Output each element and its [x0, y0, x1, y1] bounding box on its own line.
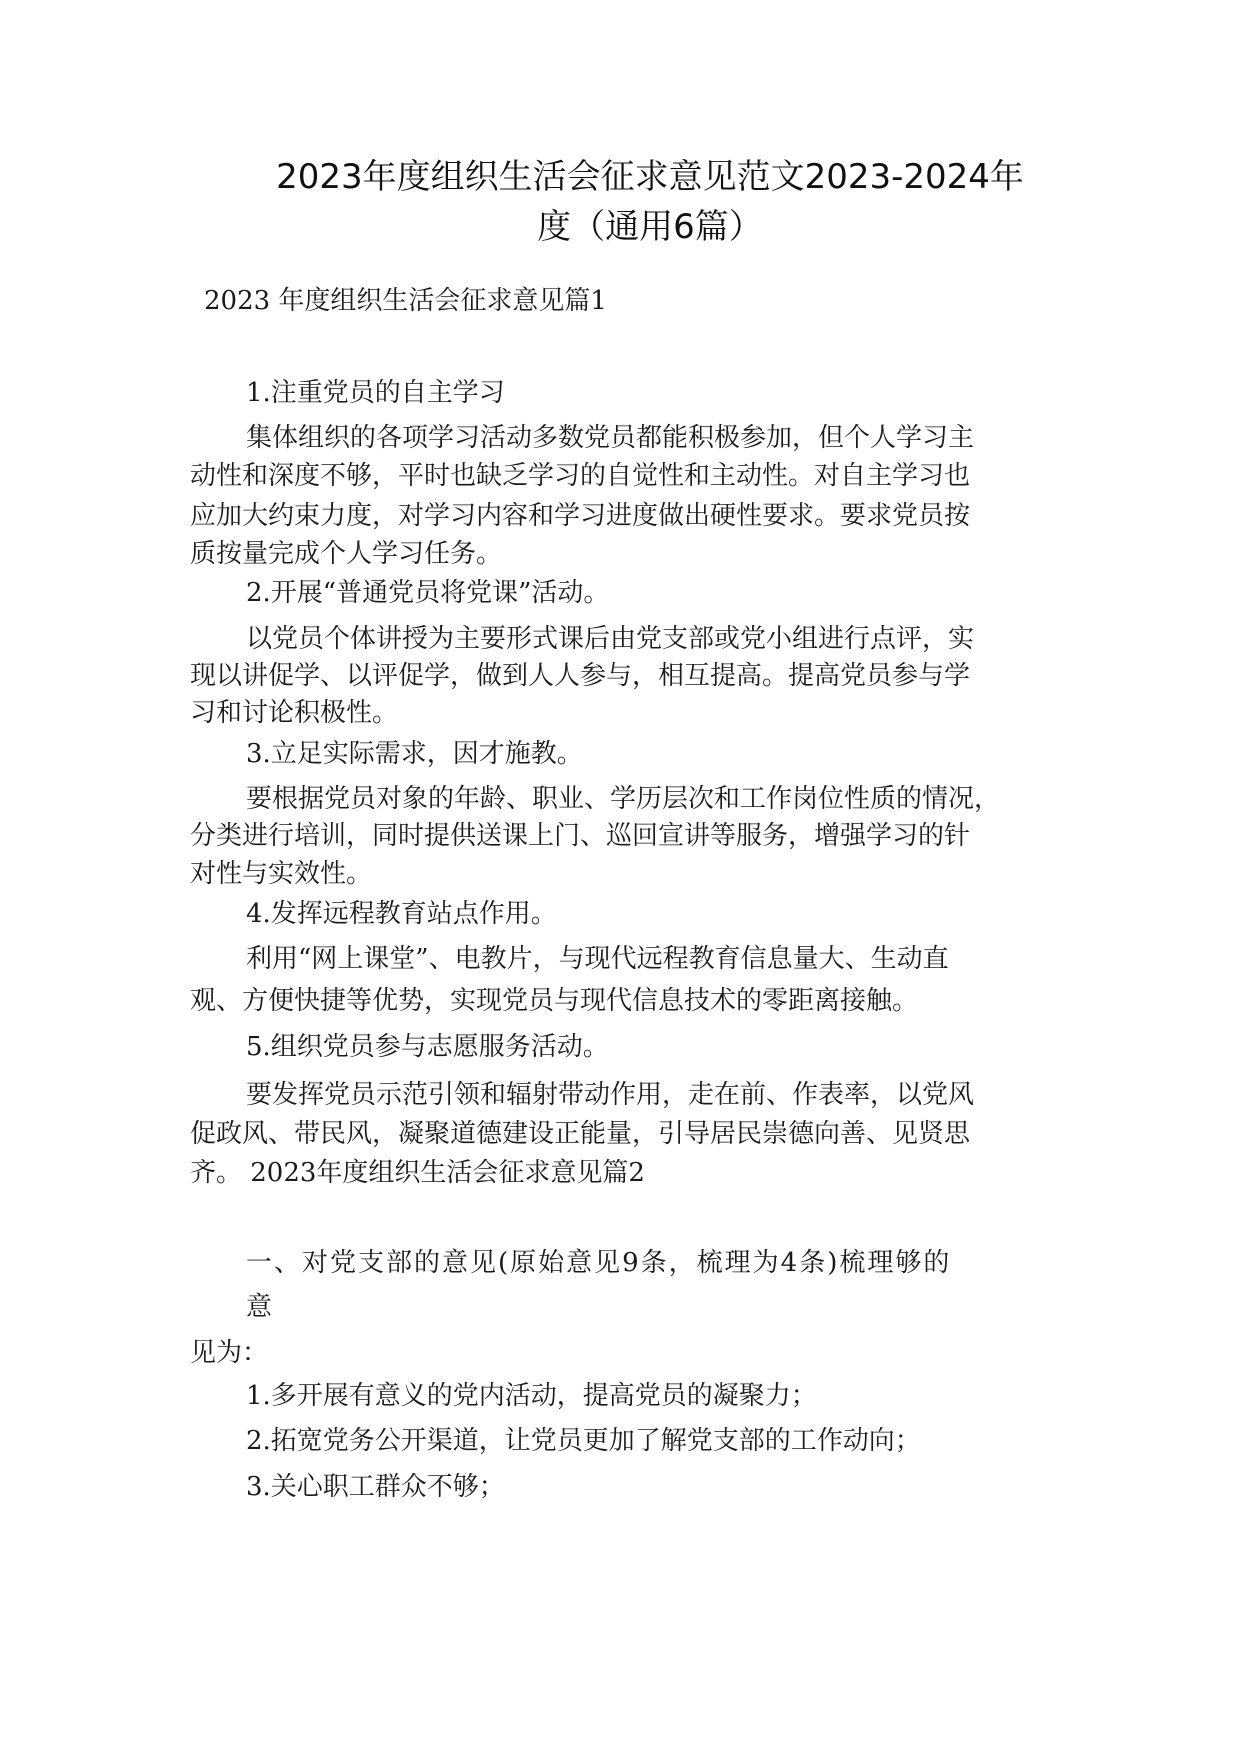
paragraph-line: 动性和深度不够，平时也缺乏学习的自觉性和主动性。对自主学习也	[190, 461, 971, 491]
paragraph-line: 利用“网上课堂”、电教片，与现代远程教育信息量大、生动直	[246, 944, 949, 974]
paragraph-line: 集体组织的各项学习活动多数党员都能积极参加，但个人学习主	[246, 423, 975, 453]
title-line-1: 2023年度组织生活会征求意见范文2023-2024年	[276, 157, 1024, 197]
paragraph-line: 以党员个体讲授为主要形式课后由党支部或党小组进行点评，实	[246, 624, 975, 654]
paragraph-line: 分类进行培训，同时提供送课上门、巡回宣讲等服务，增强学习的针	[190, 821, 971, 851]
list-item: 1.多开展有意义的党内活动，提高党员的凝聚力；	[246, 1381, 817, 1411]
paragraph-line: 要发挥党员示范引领和辐射带动作用，走在前、作表率，以党风	[246, 1080, 975, 1110]
item-heading-5: 5.组织党员参与志愿服务活动。	[246, 1032, 609, 1062]
paragraph-line: 齐。 2023年度组织生活会征求意见篇2	[190, 1158, 645, 1188]
paragraph-line: 应加大约束力度，对学习内容和学习进度做出硬性要求。要求党员按	[190, 501, 971, 531]
item-heading-2: 2.开展“普通党员将党课”活动。	[246, 578, 610, 608]
section-2-line: 意	[246, 1292, 273, 1322]
paragraph-line: 习和讨论积极性。	[190, 698, 399, 728]
title-line-2: 度（通用6篇）	[537, 207, 763, 247]
paragraph-line: 质按量完成个人学习任务。	[190, 539, 503, 569]
paragraph-line: 促政风、带民风，凝聚道德建设正能量，引导居民崇德向善、见贤思	[190, 1119, 971, 1149]
section-2-line: 见为：	[190, 1338, 269, 1368]
paragraph-line: 对性与实效性。	[190, 859, 373, 889]
section-heading-1: 2023 年度组织生活会征求意见篇1	[204, 286, 607, 316]
item-heading-4: 4.发挥远程教育站点作用。	[246, 899, 557, 929]
list-item: 2.拓宽党务公开渠道，让党员更加了解党支部的工作动向；	[246, 1426, 921, 1456]
list-item: 3.关心职工群众不够；	[246, 1472, 505, 1502]
section-2-line: 一、对党支部的意见(原始意见9条，梳理为4条)梳理够的	[246, 1248, 952, 1278]
document-title	[250, 152, 1050, 252]
paragraph-line: 观、方便快捷等优势，实现党员与现代信息技术的零距离接触。	[190, 986, 919, 1016]
item-heading-1: 1.注重党员的自主学习	[246, 378, 505, 408]
paragraph-line: 现以讲促学、以评促学，做到人人参与，相互提高。提高党员参与学	[190, 661, 971, 691]
paragraph-line: 要根据党员对象的年龄、职业、学历层次和工作岗位性质的情况，	[246, 784, 1001, 814]
item-heading-3: 3.立足实际需求，因才施教。	[246, 739, 583, 769]
